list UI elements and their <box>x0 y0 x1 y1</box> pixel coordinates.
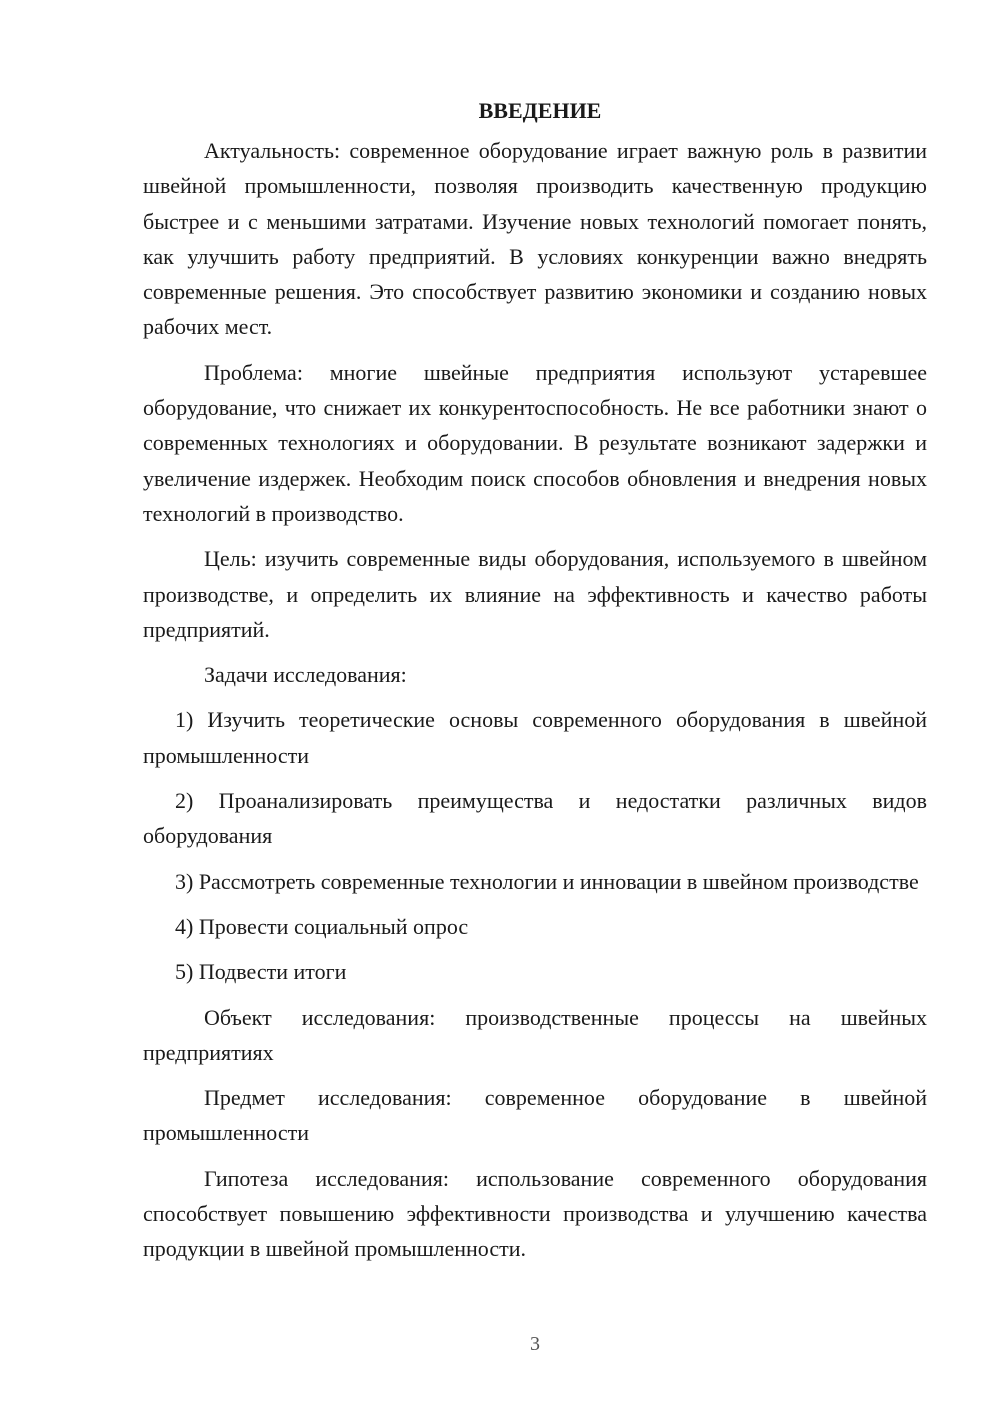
tasks-heading: Задачи исследования: <box>204 662 407 688</box>
task-item: 2) Проанализировать преимущества и недостатки различных видов оборудования <box>143 788 927 849</box>
paragraph-problem: Проблема: многие швейные предприятия используют устаревшее оборудование, что снижает их конкурентоспособность. Не все работники знают о современных технологиях и оборудовании. В результате возникают задержки и увеличение издержек. Необходим поиск способов обновления и внедрения новых технологий в производство. <box>143 359 927 526</box>
page-number: 3 <box>530 1333 540 1355</box>
task-item: 3) Рассмотреть современные технологии и инновации в швейном производстве <box>175 868 919 894</box>
paragraph-hypothesis: Гипотеза исследования: использование современного оборудования способствует повышению эффективности производства и улучшению качества продукции в швейной промышленности. <box>143 1165 927 1262</box>
task-item: 4) Провести социальный опрос <box>175 913 469 939</box>
paragraph-relevance: Актуальность: современное оборудование играет важную роль в развитии швейной промышленности, позволяя производить качественную продукцию быстрее и с меньшими затратами. Изучение новых технологий помогает понять, как улучшить работу предприятий. В условиях конкуренции важно внедрять современные решения. Это способствует развитию экономики и созданию новых рабочих мест. <box>143 138 927 340</box>
paragraph-object: Объект исследования: производственные процессы на швейных предприятиях <box>143 1004 927 1065</box>
page-title: ВВЕДЕНИЕ <box>478 98 602 123</box>
task-item: 1) Изучить теоретические основы современного оборудования в швейной промышленности <box>143 707 927 768</box>
paragraph-subject: Предмет исследования: современное оборудование в швейной промышленности <box>143 1085 927 1146</box>
paragraph-goal: Цель: изучить современные виды оборудования, используемого в швейном производстве, и определить их влияние на эффективность и качество работы предприятий. <box>143 546 927 642</box>
task-item: 5) Подвести итоги <box>175 959 347 985</box>
